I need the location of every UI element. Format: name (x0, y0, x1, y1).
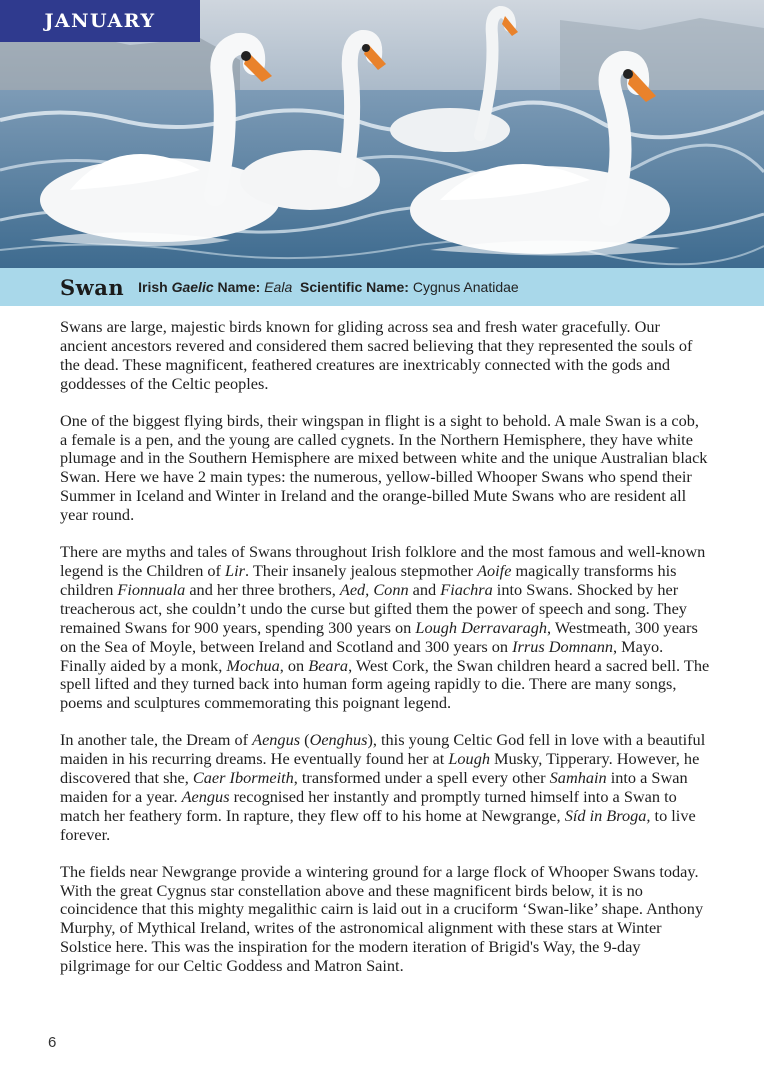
species-title: Swan (60, 274, 125, 300)
paragraph-1: Swans are large, majestic birds known for gliding across sea and fresh water gracefully. Our ancient ancestors revered and considered them sacred believing that they represented the souls of the dead. These magnificent, feathered creatures are inextricably connected with the gods and goddesses of the Celtic peoples. (60, 317, 693, 393)
scientific-label: Scientific Name: (300, 279, 409, 295)
species-title-bar (0, 268, 764, 306)
month-label: JANUARY (0, 0, 200, 42)
irish-label-gaelic: Gaelic (171, 279, 214, 295)
species-names (138, 279, 519, 295)
paragraph-2: One of the biggest flying birds, their wingspan in flight is a sight to behold. A male Swan is a cob, a female is a pen, and the young are called cygnets. In the Northern Hemisphere, they have white plumage and in the Southern Hemisphere are mixed between white and the unique Australian black Swan. Here we have 2 main types: the numerous, yellow-billed Whooper Swans who spend their Summer in Iceland and Winter in Ireland and the orange-billed Mute Swans who are resident all year round. (60, 410, 708, 525)
irish-name: Eala (264, 279, 293, 295)
page-number: 6 (48, 1034, 57, 1051)
paragraph-5: The fields near Newgrange provide a wintering ground for a large flock of Whooper Swans today. With the great Cygnus star constellation above and these magnificent birds below, it is no coincidence that this mighty megalithic cairn is laid out in a cruciform ‘Swan-like’ shape. Anthony Murphy, of Mythical Ireland, writes of the astronomical alignment with these stars at Winter Solstice here. This was the inspiration for the modern iteration of Brigid's Way, the 9-day pilgrimage for our Celtic Goddess and Matron Saint. (60, 861, 704, 976)
paragraph-3: There are myths and tales of Swans throughout Irish folklore and the most famous and well-known legend is the Children of Lir. Their insanely jealous stepmother Aoife magically transforms his children Fionnuala and her three brothers, Aed, Conn and Fiachra into Swans. Shocked by her treacherous act, she couldn’t undo the curse but gifted them the power of speech and song. They remained Swans for 900 years, spending 300 years on Lough Derravaragh, Westmeath, 300 years on the Sea of Moyle, between Ireland and Scotland and 300 years on Irrus Domnann, Mayo. Finally aided by a monk, Mochua, on Beara, West Cork, the Swan children heard a sacred bell. The spell lifted and they turned back into human form ageing rapidly to die. There are many songs, poems and sculptures commemorating this poignant legend. (60, 542, 710, 713)
paragraph-4: In another tale, the Dream of Aengus (Oenghus), this young Celtic God fell in love with a beautiful maiden in his recurring dreams. He eventually found her at Lough Musky, Tipperary. However, he discovered that she, Caer Ibormeith, transformed under a spell every other Samhain into a Swan maiden for a year. Aengus recognised her instantly and promptly turned himself into a Swan to match her feathery form. In rapture, they flew off to his home at Newgrange, Síd in Broga, to live forever. (60, 730, 706, 844)
irish-label-suffix: Name: (217, 279, 261, 295)
hero-illustration (0, 0, 764, 268)
irish-label-prefix: Irish (138, 279, 168, 295)
scientific-name: Cygnus Anatidae (412, 279, 519, 295)
article-body (60, 318, 710, 994)
